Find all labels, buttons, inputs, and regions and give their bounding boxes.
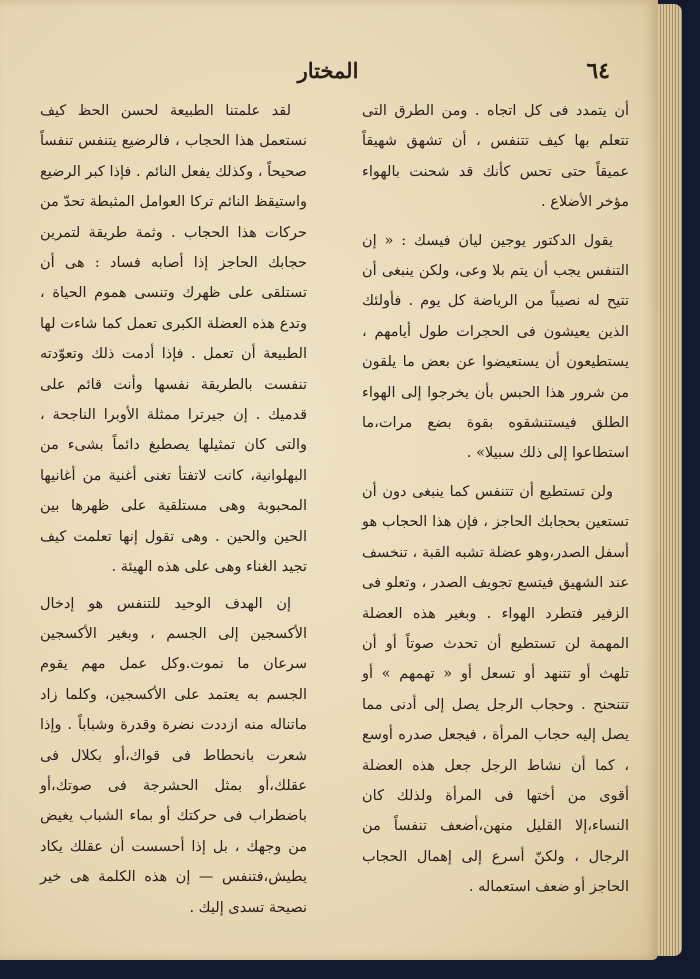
running-title: المختار (297, 58, 359, 83)
paragraph: أن يتمدد فى كل اتجاه . ومن الطرق التى تتعلم بها كيف تتنفس ، أن تشهق شهيقاً عميقاً حتى تحس كأنك قد شحنت بالهواء مؤخر الأضلاع . (362, 103, 629, 211)
book-page-edges (658, 4, 682, 956)
paragraph: إن الهدف الوحيد للتنفس هو إدخال الأكسجين إلى الجسم ، وبغير الأكسجين سرعان ما نموت.وكل عمل مهم يقوم الجسم به يعتمد على الأكسجين، وكلما زاد ماتناله منه ازددت نضرة وقدرة وشباباً . وإذا شعرت بانحطاط فى قواك،أو بكلال فى عقلك،أو بمثل الحشرجة فى صوتك،أو باضطراب فى حركتك أو بماء الشباب يغيض من وجهك ، بل إذا أحسست أن عقلك يكاد يطيش،فتنفس — إن هذه الكلمة هى خير نصيحة تسدى إليك . (40, 595, 307, 916)
page-number: ٦٤ (586, 58, 610, 84)
paragraph: يقول الدكتور يوجين ليان فيسك : « إن التنفس يجب أن يتم بلا وعى، ولكن ينبغى أن تتيح له نصيباً من الرياضة كل يوم . فأولئك الذين يعيشون فى الحجرات طول أيامهم ، يستطيعون أن يستعيضوا عن بعض ما يلقون من شرور هذا الحبس بأن يخرجوا إلى الهواء الطلق فيستنشقوه بقوة بضع مرات،ما استطاعوا إلى ذلك سبيلا» . (362, 232, 629, 462)
right-text-column (362, 96, 629, 903)
left-text-column (40, 96, 307, 923)
page-header (28, 58, 628, 90)
paragraph: لقد علمتنا الطبيعة لحسن الحظ كيف نستعمل هذا الحجاب ، فالرضيع يتنفس تنفساً صحيحاً ، وكذلك يفعل النائم . فإذا كبر الرضيع واستيقظ النائم تركا العوامل المثبطة تحدّ من حركات هذا الحجاب . وثمة طريقة لتمرين حجابك الحاجز إذا أصابه فساد : هى أن تستلقى على ظهرك وتنسى هموم الحياة ، وتدع هذه العضلة الكبرى تعمل كما شاءت لها الطبيعة أن تعمل . فإذا أدمت ذلك وتعوّدته تنفست بالطريقة نفسها وأنت قائم على قدميك . إن جيرترا ممثلة الأوبرا الناجحة ، والتى كان تمثيلها يصطبغ دائماً بشىء من البهلوانية، كانت لاتفتأ تغنى أغنية من أغانيها المحبوبة وهى مستلقية على ظهرها بين الحين والحين . وهى تقول إنها تعلمت كيف تجيد الغناء وهى على هذه الهيئة . (40, 103, 307, 576)
paragraph: ولن تستطيع أن تتنفس كما ينبغى دون أن تستعين بحجابك الحاجز ، فإن هذا الحجاب هو أسفل الصدر،وهو عضلة تشبه القبة ، تنخسف عند الشهيق فيتسع تجويف الصدر ، وتعلو فى الزفير فتطرد الهواء . وبغير هذه العضلة المهمة لن تستطيع أن تحدث صوتاً أو أن تلهث أو تتنهد أو تسعل أو « تهمهم » أو تتنحنح . وحجاب الرجل يصل إلى أدنى مما يصل إليه حجاب المرأة ، فيجعل صدره أوسع ، كما أن نشاط الرجل جعل هذه العضلة أقوى من أختها فى المرأة ولذلك كان النساء،إلا القليل منهن،أضعف تنفساً من الرجال ، ولكنّ أسرع إلى إهمال الحجاب الحاجز أو ضعف استعماله . (362, 483, 629, 896)
